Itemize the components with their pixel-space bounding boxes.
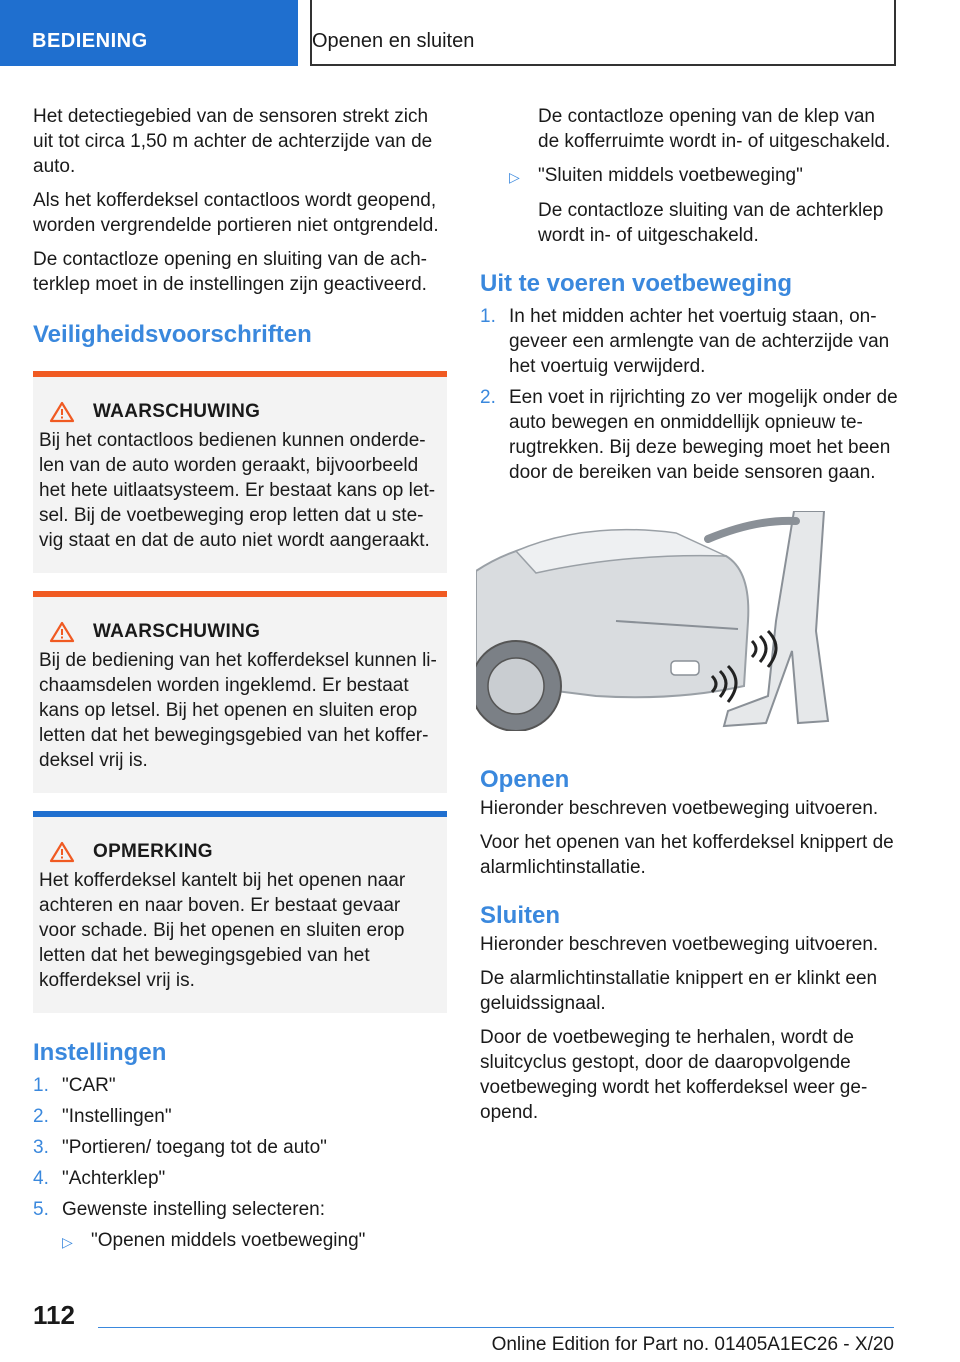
page-header [0, 0, 960, 66]
section-heading: Veiligheidsvoorschriften [33, 321, 312, 348]
left-column [33, 104, 447, 1263]
paragraph: Voor het openen van het kofferdeksel knippert de alarmlichtinstallatie. [480, 832, 894, 878]
list-item: 3. "Portieren/ toegang tot de auto" [33, 1137, 327, 1158]
warning-label: WAARSCHUWING [93, 621, 261, 642]
paragraph: De alarmlichtinstallatie knippert en er klinkt een geluidssignaal. [480, 968, 878, 1014]
section-heading: Uit te voeren voetbeweging [480, 270, 793, 297]
foot-gesture-illustration [476, 511, 832, 731]
section-heading: Openen [480, 766, 570, 793]
paragraph: De contactloze opening van de klep van de kofferruimte wordt in- of uitgeschakeld. [538, 106, 891, 152]
paragraph: De contactloze opening en sluiting van de achterklep moet in de instellingen zijn geactiveerd. [33, 249, 427, 295]
paragraph: Het detectiegebied van de sensoren strekt zich uit tot circa 1,50 m achter de achterzijde van de auto. [33, 106, 433, 177]
triangle-bullet-icon: ▷ [509, 169, 520, 185]
chapter-title: Openen en sluiten [312, 30, 475, 52]
section-heading: Instellingen [33, 1039, 167, 1066]
warning-label: WAARSCHUWING [93, 401, 261, 422]
list-item: 1. In het midden achter het voertuig staan, ongeveer een armlengte van de achterzijde van het voertuig verwijderd. [480, 306, 890, 377]
foot-steps [480, 304, 900, 485]
triangle-bullet-icon: ▷ [62, 1234, 73, 1250]
paragraph: Hieronder beschreven voetbeweging uitvoeren. [480, 798, 879, 819]
page-number: 112 [33, 1300, 75, 1330]
warning-text: Bij de bediening van het kofferdeksel kunnen lichaamsdelen worden ingeklemd. Er bestaat kans op letsel. Bij het openen en sluiten erop letten dat het bewegingsgebied van het kofferdeksel vrij is. [39, 650, 437, 771]
warning-triangle-icon [49, 401, 75, 423]
paragraph: Als het kofferdeksel contactloos wordt geopend, worden vergrendelde portieren niet ontgrendeld. [33, 190, 439, 236]
footer-text: Online Edition for Part no. 01405A1EC26 - X/20 [491, 1334, 894, 1355]
page-footer [98, 1327, 894, 1355]
list-item: 2. "Instellingen" [33, 1106, 172, 1127]
right-column [480, 104, 900, 1134]
list-item: 2. Een voet in rijrichting zo ver mogelijk onder de auto bewegen en onmiddellijk opnieuw terugtrekken. Bij deze beweging moet het been door de bereiken van beide sensoren gaan. [480, 387, 898, 483]
notice-text: Het kofferdeksel kantelt bij het openen naar achteren en naar boven. Er bestaat gevaar voor schade. Bij het openen en sluiten erop letten dat het bewegingsgebied van het kofferdeksel vrij is. [39, 870, 406, 991]
section-heading: Sluiten [480, 902, 561, 929]
section-tab: BEDIENING [0, 0, 298, 66]
settings-steps [33, 1073, 447, 1222]
warning-triangle-icon [49, 841, 75, 863]
paragraph: Hieronder beschreven voetbeweging uitvoeren. [480, 934, 879, 955]
sub-item: ▷ "Sluiten middels voetbeweging" [509, 163, 900, 190]
list-item: 1. "CAR" [33, 1075, 116, 1096]
warning-box [33, 371, 447, 573]
sub-item: ▷ "Openen middels voetbeweging" [62, 1228, 447, 1255]
list-item: 4. "Achterklep" [33, 1168, 166, 1189]
warning-text: Bij het contactloos bedienen kunnen onderdelen van de auto worden geraakt, bijvoorbeeld het hete uitlaatsysteem. Er bestaat kans op letsel. Bij de voetbeweging erop letten dat u stevig staat en dat de auto niet wordt aangeraakt. [39, 430, 436, 551]
list-item: 5. Gewenste instelling selecteren: [33, 1199, 325, 1220]
notice-label: OPMERKING [93, 841, 213, 862]
notice-box [33, 811, 447, 1013]
warning-triangle-icon [49, 621, 75, 643]
paragraph: De contactloze sluiting van de achterklep wordt in- of uitgeschakeld. [538, 200, 884, 246]
warning-box [33, 591, 447, 793]
paragraph: Door de voetbeweging te herhalen, wordt de sluitcyclus gestopt, door de daaropvolgende voetbeweging wordt het kofferdeksel weer geopend. [480, 1027, 868, 1123]
